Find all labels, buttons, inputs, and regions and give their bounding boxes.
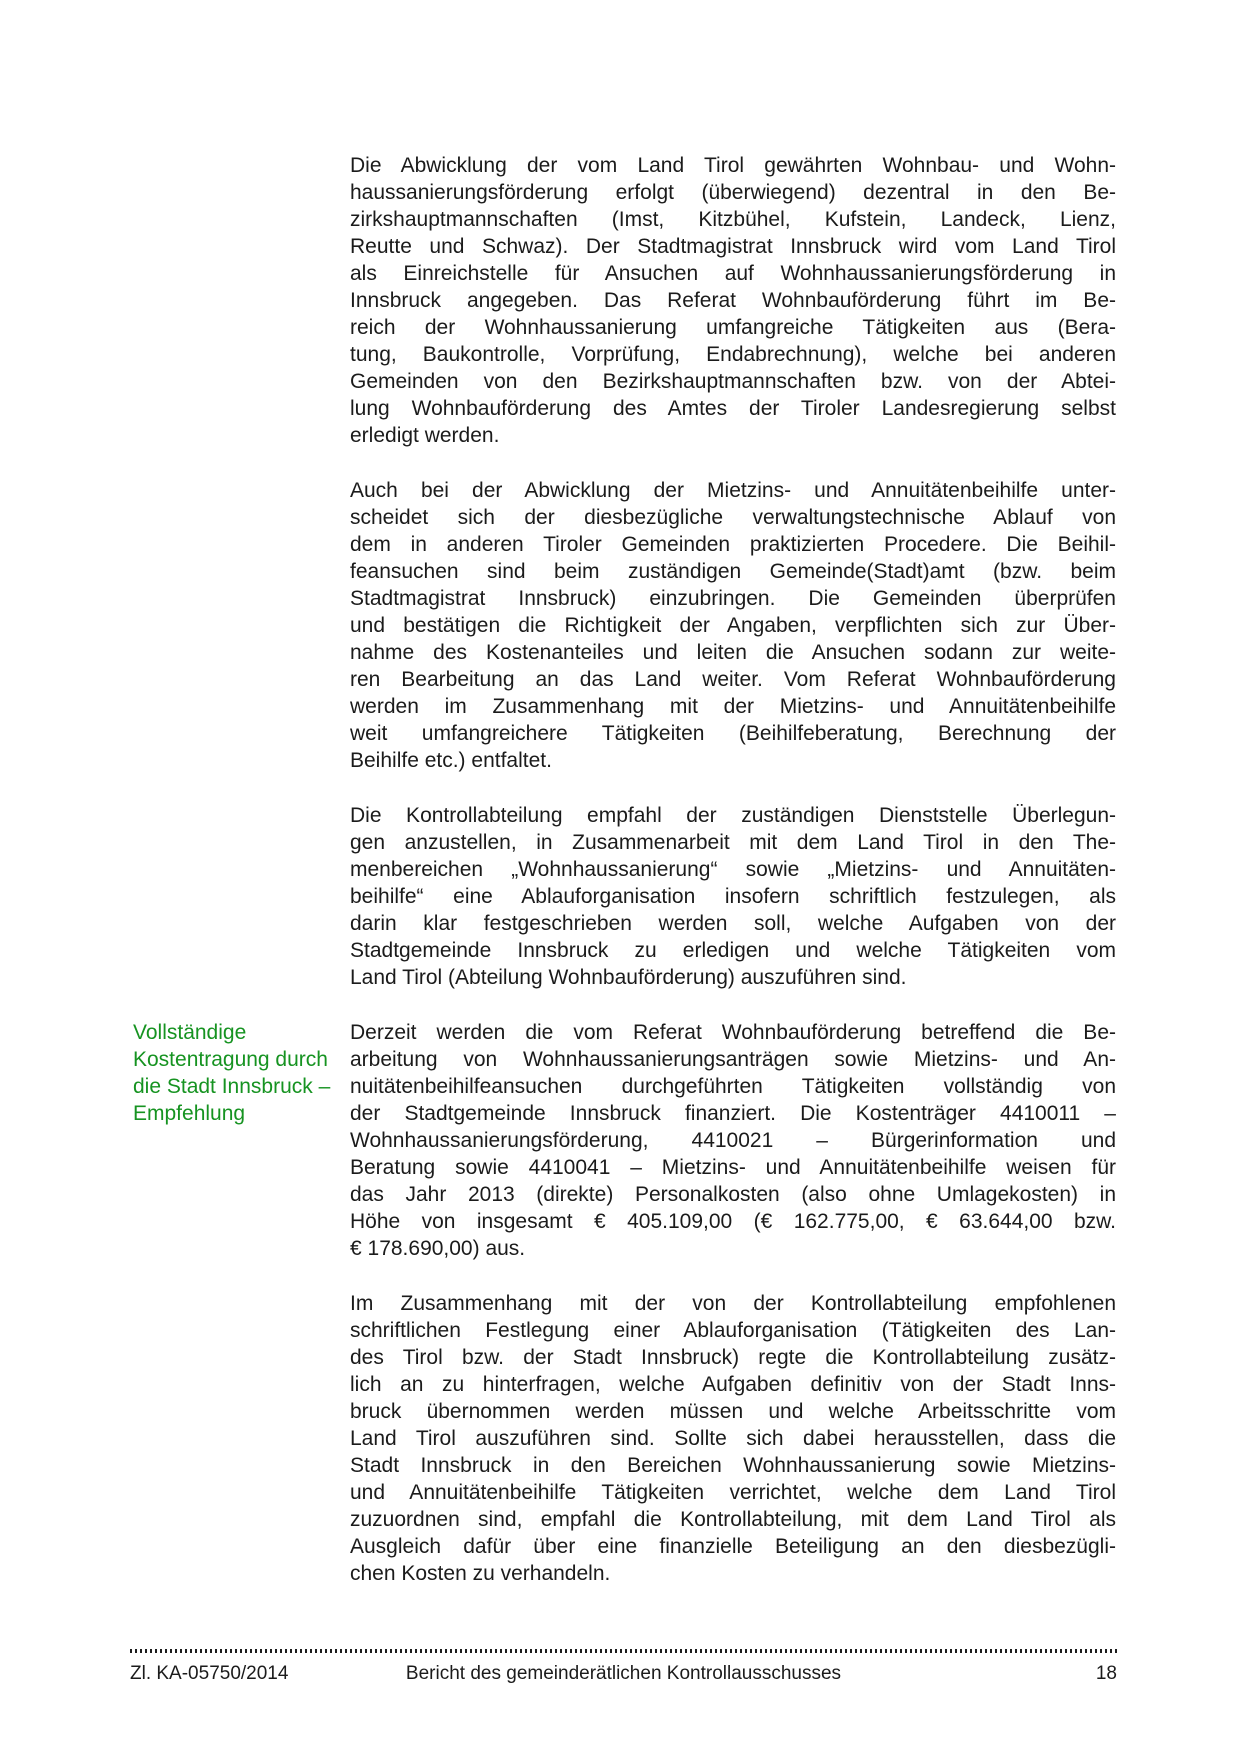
text-line: ren Bearbeitung an das Land weiter. Vom Referat Wohnbauförderung [350, 668, 1116, 691]
paragraph-4 [350, 1019, 1116, 1262]
text-line: arbeitung von Wohnhaussanierungsanträgen sowie Mietzins- und An- [350, 1048, 1116, 1071]
footer-reference: Zl. KA-05750/2014 [130, 1663, 289, 1684]
text-line: beihilfe“ eine Ablauforganisation insofern schriftlich festzulegen, als [350, 885, 1116, 908]
text-line: Derzeit werden die vom Referat Wohnbauförderung betreffend die Be- [350, 1021, 1116, 1044]
text-line: haussanierungsförderung erfolgt (überwiegend) dezentral in den Be- [350, 181, 1116, 204]
text-line: das Jahr 2013 (direkte) Personalkosten (also ohne Umlagekosten) in [350, 1183, 1116, 1206]
text-line: Stadtgemeinde Innsbruck zu erledigen und welche Tätigkeiten vom [350, 939, 1116, 962]
text-line: darin klar festgeschrieben werden soll, welche Aufgaben von der [350, 912, 1116, 935]
text-line: Beihilfe etc.) entfaltet. [350, 749, 552, 772]
text-line: Wohnhaussanierungsförderung, 4410021 – Bürgerinformation und [350, 1129, 1116, 1152]
margin-note-line: Kostentragung durch [133, 1048, 328, 1071]
text-line: als Einreichstelle für Ansuchen auf Wohnhaussanierungsförderung in [350, 262, 1116, 285]
text-line: lung Wohnbauförderung des Amtes der Tiroler Landesregierung selbst [350, 397, 1116, 420]
paragraph-2 [350, 477, 1116, 774]
text-line: Auch bei der Abwicklung der Mietzins- und Annuitätenbeihilfe unter- [350, 479, 1116, 502]
text-line: zuzuordnen sind, empfahl die Kontrollabteilung, mit dem Land Tirol als [350, 1508, 1116, 1531]
text-line: Im Zusammenhang mit der von der Kontrollabteilung empfohlenen [350, 1292, 1116, 1315]
text-line: feansuchen sind beim zuständigen Gemeinde(Stadt)amt (bzw. beim [350, 560, 1116, 583]
body-text-column [350, 152, 1116, 1615]
text-line: und bestätigen die Richtigkeit der Angaben, verpflichten sich zur Über- [350, 614, 1116, 637]
text-line: Gemeinden von den Bezirkshauptmannschaften bzw. von der Abtei- [350, 370, 1116, 393]
text-line: scheidet sich der diesbezügliche verwaltungstechnische Ablauf von [350, 506, 1116, 529]
text-line: werden im Zusammenhang mit der Mietzins- und Annuitätenbeihilfe [350, 695, 1116, 718]
text-line: nuitätenbeihilfeansuchen durchgeführten Tätigkeiten vollständig von [350, 1075, 1116, 1098]
text-line: Ausgleich dafür über eine finanzielle Beteiligung an den diesbezügli- [350, 1535, 1116, 1558]
text-line: menbereichen „Wohnhaussanierung“ sowie „Mietzins- und Annuitäten- [350, 858, 1116, 881]
margin-note-line: Vollständige [133, 1021, 247, 1044]
text-line: chen Kosten zu verhandeln. [350, 1562, 611, 1585]
text-line: € 178.690,00) aus. [350, 1237, 526, 1260]
text-line: des Tirol bzw. der Stadt Innsbruck) regte die Kontrollabteilung zusätz- [350, 1346, 1116, 1369]
text-line: Stadt Innsbruck in den Bereichen Wohnhaussanierung sowie Mietzins- [350, 1454, 1116, 1477]
margin-note-line: Empfehlung [133, 1102, 246, 1125]
page-footer [130, 1662, 1117, 1686]
margin-note [133, 1019, 338, 1127]
text-line: Die Kontrollabteilung empfahl der zuständigen Dienststelle Überlegun- [350, 804, 1116, 827]
text-line: Land Tirol (Abteilung Wohnbauförderung) auszuführen sind. [350, 966, 907, 989]
text-line: lich an zu hinterfragen, welche Aufgaben definitiv von der Stadt Inns- [350, 1373, 1116, 1396]
paragraph-3 [350, 802, 1116, 991]
text-line: Beratung sowie 4410041 – Mietzins- und Annuitätenbeihilfe weisen für [350, 1156, 1116, 1179]
text-line: erledigt werden. [350, 424, 500, 447]
text-line: dem in anderen Tiroler Gemeinden praktizierten Procedere. Die Beihil- [350, 533, 1116, 556]
text-line: tung, Baukontrolle, Vorprüfung, Endabrechnung), welche bei anderen [350, 343, 1116, 366]
text-line: Die Abwicklung der vom Land Tirol gewährten Wohnbau- und Wohn- [350, 154, 1116, 177]
footer-document-title: Bericht des gemeinderätlichen Kontrollausschusses [405, 1663, 842, 1684]
text-line: Innsbruck angegeben. Das Referat Wohnbauförderung führt im Be- [350, 289, 1116, 312]
text-line: der Stadtgemeinde Innsbruck finanziert. Die Kostenträger 4410011 – [350, 1102, 1116, 1125]
text-line: Höhe von insgesamt € 405.109,00 (€ 162.775,00, € 63.644,00 bzw. [350, 1210, 1116, 1233]
text-line: reich der Wohnhaussanierung umfangreiche Tätigkeiten aus (Bera- [350, 316, 1116, 339]
text-line: und Annuitätenbeihilfe Tätigkeiten verrichtet, welche dem Land Tirol [350, 1481, 1116, 1504]
text-line: Stadtmagistrat Innsbruck) einzubringen. Die Gemeinden überprüfen [350, 587, 1116, 610]
margin-note-line: die Stadt Innsbruck – [133, 1075, 331, 1098]
paragraph-1 [350, 152, 1116, 449]
text-line: schriftlichen Festlegung einer Ablauforganisation (Tätigkeiten des Lan- [350, 1319, 1116, 1342]
footer-page-number: 18 [1095, 1663, 1117, 1684]
text-line: Land Tirol auszuführen sind. Sollte sich dabei herausstellen, dass die [350, 1427, 1116, 1450]
text-line: nahme des Kostenanteiles und leiten die Ansuchen sodann zur weite- [350, 641, 1116, 664]
text-line: gen anzustellen, in Zusammenarbeit mit dem Land Tirol in den The- [350, 831, 1116, 854]
paragraph-5 [350, 1290, 1116, 1587]
text-line: bruck übernommen werden müssen und welche Arbeitsschritte vom [350, 1400, 1116, 1423]
text-line: Reutte und Schwaz). Der Stadtmagistrat Innsbruck wird vom Land Tirol [350, 235, 1116, 258]
text-line: zirkshauptmannschaften (Imst, Kitzbühel, Kufstein, Landeck, Lienz, [350, 208, 1116, 231]
text-line: weit umfangreichere Tätigkeiten (Beihilfeberatung, Berechnung der [350, 722, 1116, 745]
footer-dotted-rule [130, 1649, 1117, 1653]
